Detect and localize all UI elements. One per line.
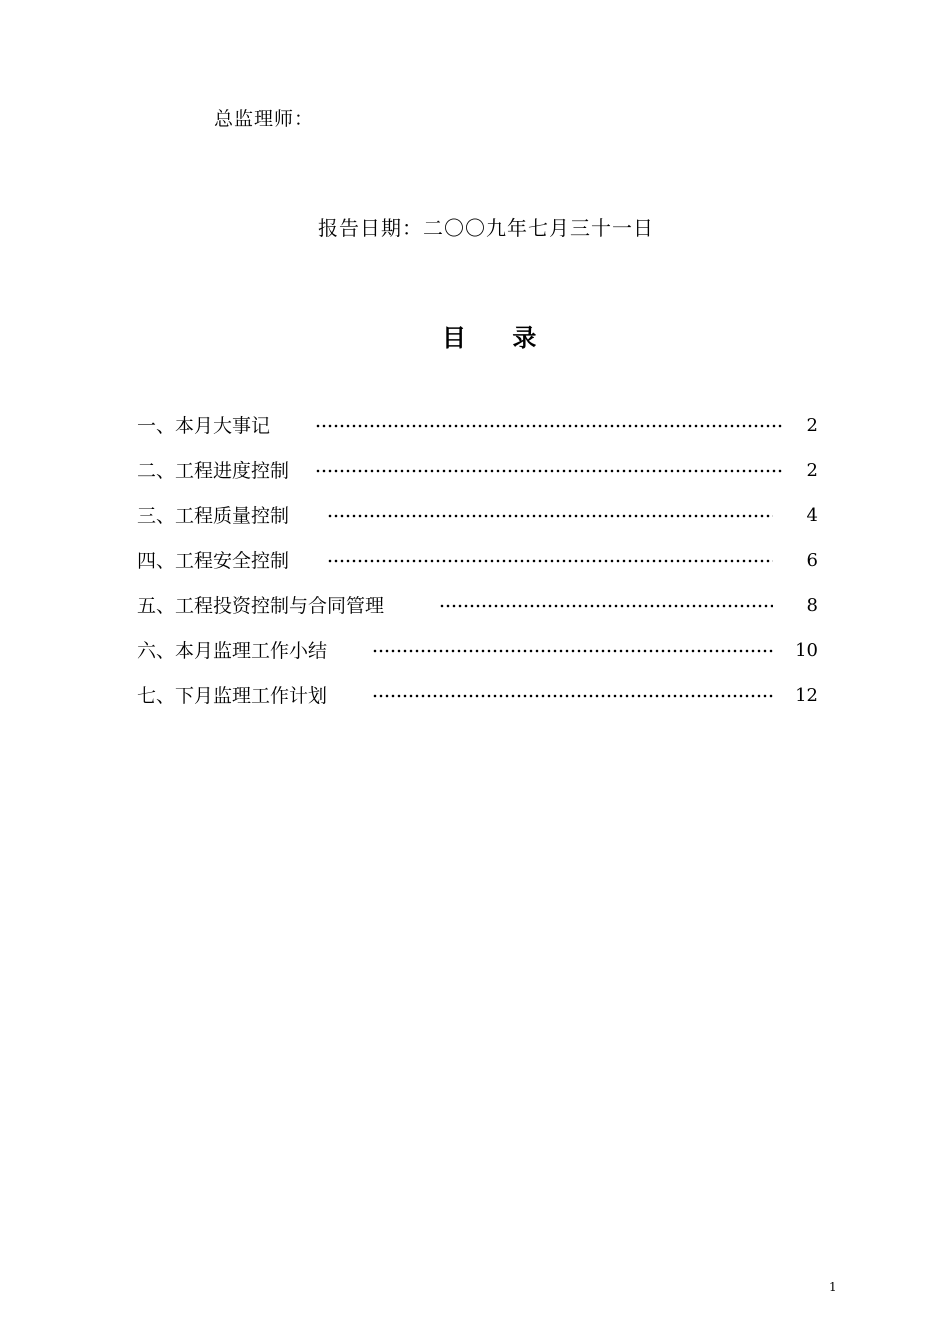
toc-entry[interactable]	[137, 455, 818, 500]
toc-entry[interactable]	[137, 545, 818, 590]
toc-dot-leader	[372, 649, 773, 653]
toc-entry-label: 六、本月监理工作小结	[137, 640, 328, 662]
toc-entry[interactable]	[137, 680, 818, 725]
toc-entry[interactable]	[137, 635, 818, 680]
toc-entry-label: 四、工程安全控制	[137, 550, 290, 572]
toc-entry[interactable]	[137, 500, 818, 545]
toc-dot-leader	[327, 559, 773, 563]
toc-entry-page: 4	[806, 505, 818, 526]
page-number: 1	[829, 1280, 837, 1294]
toc-entry[interactable]	[137, 590, 818, 635]
toc-dot-leader	[327, 514, 773, 518]
toc-entry-page: 2	[806, 460, 818, 481]
toc-entry-page: 8	[806, 595, 818, 616]
toc-entry-page: 12	[795, 685, 818, 706]
table-of-contents	[137, 410, 818, 725]
toc-dot-leader	[439, 604, 773, 608]
toc-entry-page: 6	[806, 550, 818, 571]
report-date: 报告日期：二〇〇九年七月三十一日	[318, 216, 654, 240]
toc-dot-leader	[315, 469, 783, 473]
toc-entry[interactable]	[137, 410, 818, 455]
toc-entry-label: 二、工程进度控制	[137, 460, 290, 482]
supervisor-label: 总监理师：	[214, 108, 315, 130]
toc-dot-leader	[372, 694, 773, 698]
toc-entry-page: 2	[806, 415, 818, 436]
toc-entry-page: 10	[795, 640, 818, 661]
toc-dot-leader	[315, 424, 783, 428]
toc-title: 目 录	[442, 324, 537, 352]
toc-entry-label: 五、工程投资控制与合同管理	[137, 595, 385, 617]
toc-entry-label: 一、本月大事记	[137, 415, 271, 437]
toc-entry-label: 七、下月监理工作计划	[137, 685, 328, 707]
toc-entry-label: 三、工程质量控制	[137, 505, 290, 527]
